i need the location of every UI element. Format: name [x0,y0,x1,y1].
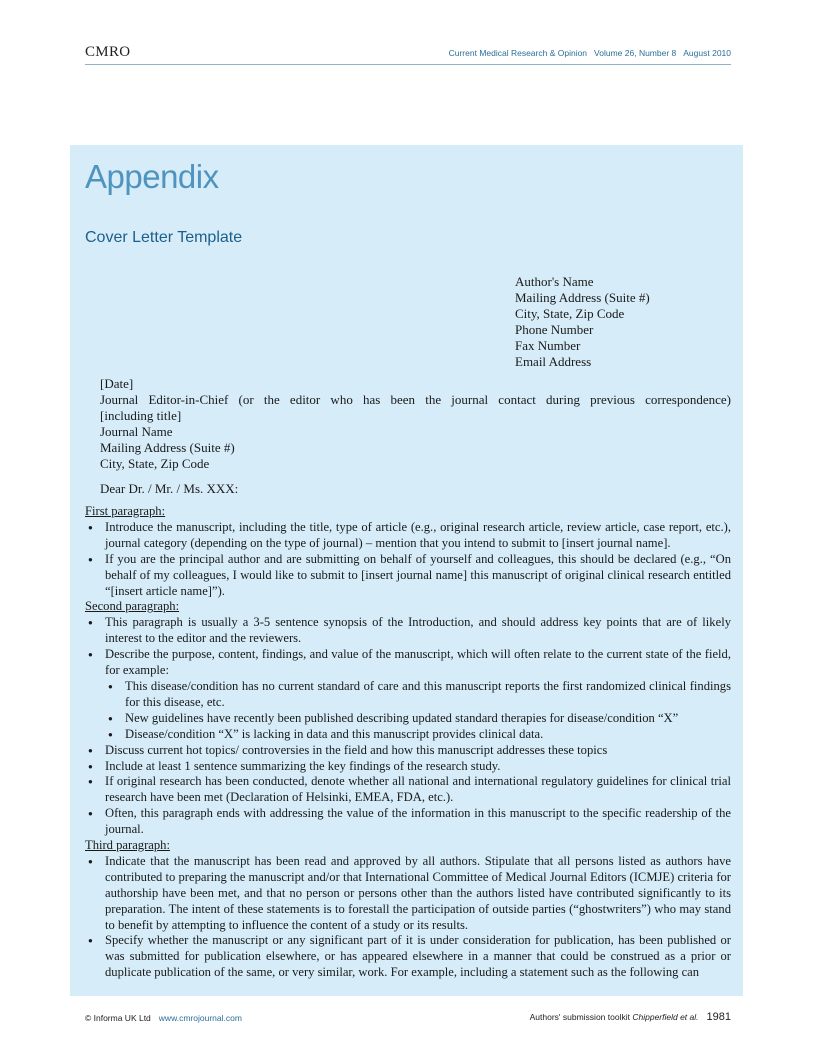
journal-citation [442,48,731,58]
list-item: ● Often, this paragraph ends with addressing the value of the information in this manuscript to the specific readership of the journal. [85,806,731,838]
list-item: ● This disease/condition has no current standard of care and this manuscript reports the first randomized clinical findings for this disease, etc. [105,679,731,711]
third-paragraph-heading: Third paragraph: [85,838,170,853]
sender-city: City, State, Zip Code [515,306,625,321]
footer-right [530,1011,731,1023]
salutation: Dear Dr. / Mr. / Ms. XXX: [100,481,239,496]
sender-phone: Phone Number [515,322,594,337]
second-paragraph-heading: Second paragraph: [85,599,180,614]
footer-left [85,1013,242,1023]
running-header [85,44,731,65]
list-item: ● Describe the purpose, content, findings, and value of the manuscript, which will often relate to the current state of the field, for example: [85,647,731,679]
list-item: ● Indicate that the manuscript has been read and approved by all authors. Stipulate that all persons listed as authors have contributed to preparing the manuscript and/or that International Committee of Medical Journal Editors (ICMJE) criteria for authorship have been met, and that no person or persons other than the authors listed have contributed significantly to its preparation. The intent of these statements is to forestall the participation of outside parties (“ghostwriters”) who may stand to benefit by attempting to influence the content of a study or its results. [85,854,731,934]
second-paragraph-sublist [105,679,731,743]
list-item: ● Include at least 1 sentence summarizing the key findings of the research study. [85,759,731,775]
page-number: 1981 [706,1011,731,1023]
list-item: ● New guidelines have recently been published describing updated standard therapies for disease/condition “X” [105,711,731,727]
copyright-notice: © Informa UK Ltd [85,1013,151,1023]
list-item: ● If original research has been conducted, denote whether all national and international regulatory guidelines for clinical trial research have been met (Declaration of Helsinki, EMEA, FDA, etc.). [85,774,731,806]
third-paragraph-list [85,854,731,981]
sender-address [515,274,650,370]
editor-title: [including title] [100,408,182,423]
section-title: Cover Letter Template [85,229,243,246]
authors-label: Chipperfield et al. [632,1012,699,1022]
sender-name: Author's Name [515,274,594,289]
first-paragraph-heading: First paragraph: [85,504,166,518]
journal-url-link[interactable]: www.cmrojournal.com [158,1013,242,1023]
list-item: ● Introduce the manuscript, including the title, type of article (e.g., original research article, review article, case report, etc.), journal category (depending on the type of journal) – mention that you intend to submit to [insert journal name]. [85,520,731,552]
journal-date: August 2010 [683,48,731,58]
sender-email: Email Address [515,354,592,369]
editor-line: Journal Editor-in-Chief (or the editor who has been the journal contact during previous correspondence) [100,392,731,407]
toolkit-label: Authors' submission toolkit [529,1012,630,1022]
list-item: ● Discuss current hot topics/ controversies in the field and how this manuscript addresses these topics [85,743,731,759]
sender-fax: Fax Number [515,338,581,353]
list-item: ● This paragraph is usually a 3-5 sentence synopsis of the Introduction, and should address key points that are of likely interest to the editor and the reviewers. [85,615,731,647]
letter-body [85,504,731,981]
recipient-city: City, State, Zip Code [100,456,210,471]
recipient-journal: Journal Name [100,424,173,439]
first-paragraph-list [85,520,731,600]
sender-mailing-address: Mailing Address (Suite #) [515,290,650,305]
list-item: ● Specify whether the manuscript or any significant part of it is under consideration for publication, has been published or was submitted for publication elsewhere, or has appeared elsewhere in a manner that could be construed as a prior or duplicate publication of the same, or very similar, work. For example, including a statement such as the following can [85,933,731,981]
list-item: ● Disease/condition “X” is lacking in data and this manuscript provides clinical data. [105,727,731,743]
journal-volume: Volume 26, Number 8 [594,48,677,58]
journal-logo: CMRO [85,44,131,60]
appendix-title: Appendix [85,158,219,195]
list-item: ● If you are the principal author and are submitting on behalf of yourself and colleagues, this should be declared (e.g., “On behalf of my colleagues, I would like to submit to [insert journal name] this manuscript of original clinical research entitled “[insert article name]”). [85,552,731,600]
letter-date: [Date] [100,376,134,391]
second-paragraph-list [85,615,731,679]
recipient-mailing-address: Mailing Address (Suite #) [100,440,235,455]
page-footer [85,1011,731,1027]
journal-name: Current Medical Research & Opinion [448,48,588,58]
second-paragraph-list-continued [85,743,731,838]
recipient-address [100,376,731,472]
